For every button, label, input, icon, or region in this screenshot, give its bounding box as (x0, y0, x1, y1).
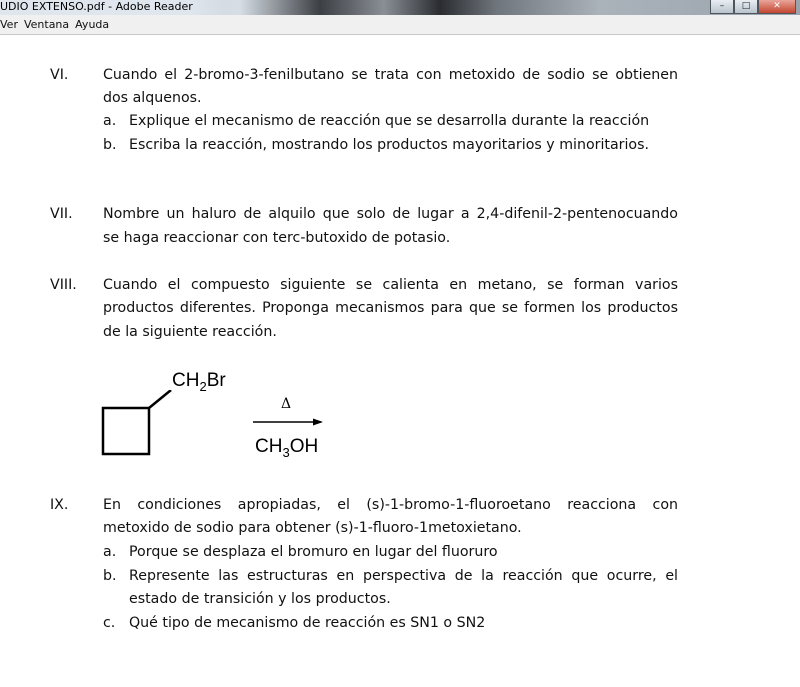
bond-line (149, 390, 171, 408)
question-number-vii: VII. (50, 206, 73, 222)
heat-condition: Δ (281, 396, 292, 412)
solvent-label: $CH_3OH$ (255, 436, 319, 460)
item-letter: c. (103, 615, 116, 631)
arrow-head (313, 419, 323, 426)
item-text: Qué tipo de mecanismo de reacción es SN1 o SN2 (129, 615, 486, 631)
window-controls (710, 0, 796, 14)
question-number-vi: VI. (50, 67, 69, 83)
item-letter: a. (103, 544, 117, 560)
question-viii-line2: productos diferentes. Proponga mecanismos para que se formen los productos (103, 300, 678, 316)
item-text: Escriba la reacción, mostrando los productos mayoritarios y minoritarios. (129, 137, 650, 153)
menu-ventana[interactable]: Ventana (23, 18, 70, 31)
question-vii-line1: Nombre un haluro de alquilo que solo de lugar a 2,4-difenil-2-pentenocuando (103, 206, 678, 222)
question-viii-line3: de la siguiente reacción. (103, 324, 277, 340)
question-vii-line2: se haga reaccionar con terc-butoxido de potasio. (103, 230, 451, 246)
question-number-ix: IX. (50, 497, 69, 513)
menu-ver[interactable]: Ver (0, 18, 18, 31)
window-titlebar (0, 0, 800, 15)
minimize-button[interactable]: – (710, 0, 734, 14)
question-vi-line2: dos alquenos. (103, 90, 202, 106)
maximize-button[interactable]: □ (734, 0, 758, 14)
item-text: Represente las estructuras en perspectiva de la reacción que ocurre, el (129, 568, 678, 584)
item-text: Porque se desplaza el bromuro en lugar del fluoruro (129, 544, 498, 560)
item-letter: b. (103, 568, 117, 584)
substituent-label: $CH_2Br$ (172, 370, 226, 394)
question-vi-line1: Cuando el 2-bromo-3-fenilbutano se trata con metoxido de sodio se obtienen (103, 67, 678, 83)
cyclobutane-ring (103, 408, 149, 454)
window-title: UDIO EXTENSO.pdf - Adobe Reader (0, 0, 223, 15)
item-letter: a. (103, 113, 117, 129)
item-text: Explique el mecanismo de reacción que se desarrolla durante la reacción (129, 113, 650, 129)
close-button[interactable]: ✕ (758, 0, 796, 14)
menu-bar (0, 15, 800, 35)
question-ix-line1: En condiciones apropiadas, el (s)-1-bromo-1-fluoroetano reacciona con (103, 497, 678, 513)
question-viii-line1: Cuando el compuesto siguiente se calienta en metano, se forman varios (103, 277, 678, 293)
document-page (0, 35, 800, 687)
question-number-viii: VIII. (50, 277, 77, 293)
menu-ayuda[interactable]: Ayuda (75, 18, 110, 31)
item-text: estado de transición y los productos. (129, 591, 391, 607)
question-ix-line2: metoxido de sodio para obtener (s)-1-fluoro-1metoxietano. (103, 520, 522, 536)
item-letter: b. (103, 137, 117, 153)
